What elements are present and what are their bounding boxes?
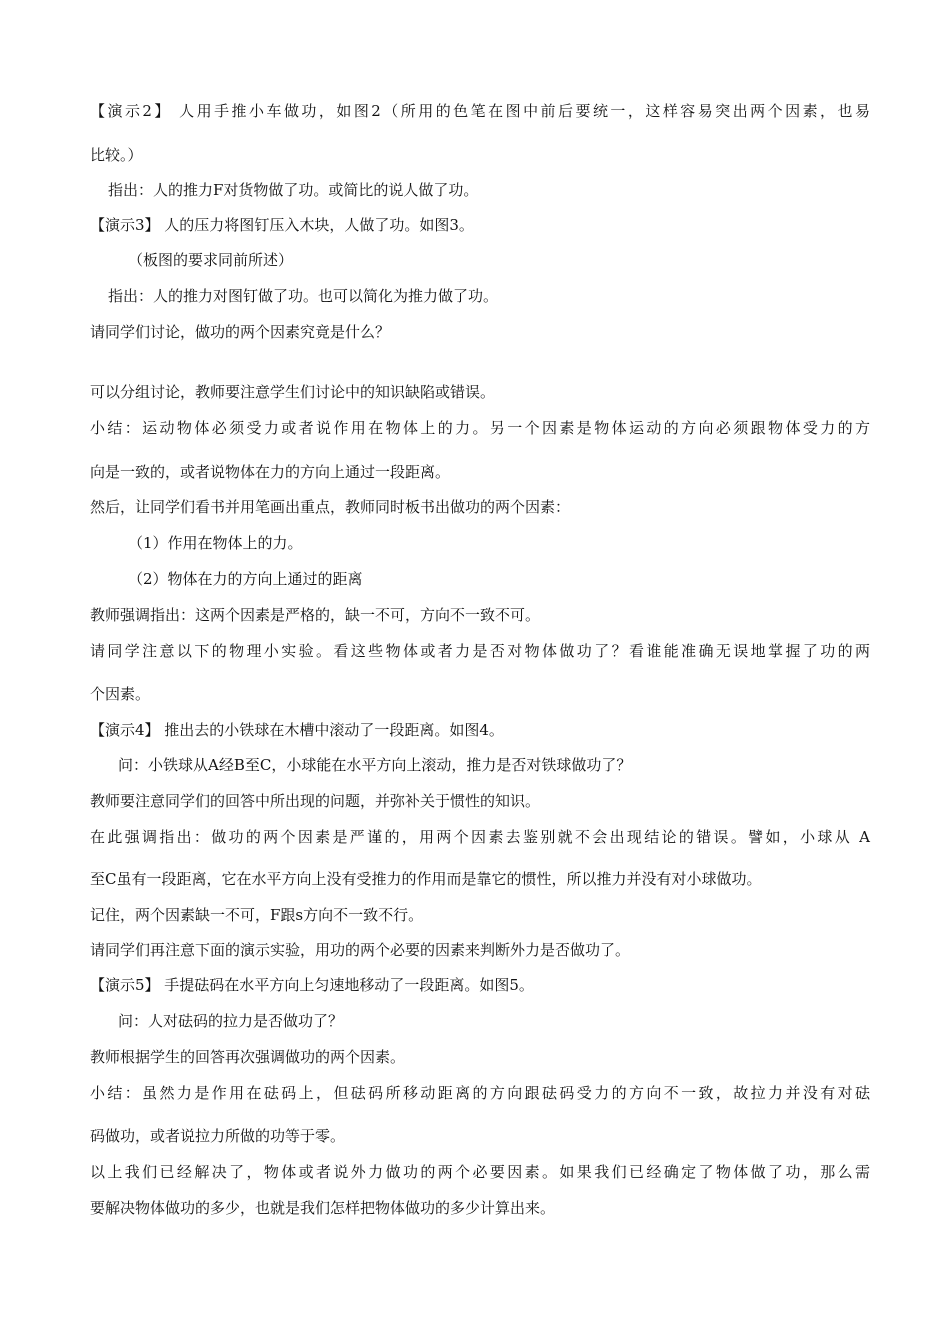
experiment-intro-2: 个因素。 (90, 685, 151, 703)
demo4-line: 【演示4】 推出去的小铁球在木槽中滚动了一段距离。如图4。 (90, 721, 504, 739)
demo2-line-1: 【演示2】 人用手推小车做功，如图2（所用的色笔在图中前后要统一，这样容易突出两个因素，也易 (90, 102, 870, 120)
demo2-point: 指出：人的推力F对货物做了功。或简比的说人做了功。 (108, 181, 479, 199)
emphasis-line-2: 至C虽有一段距离，它在水平方向上没有受推力的作用而是靠它的惯性，所以推力并没有对小球做功。 (90, 870, 762, 888)
emphasis-line-1: 在此强调指出：做功的两个因素是严谨的，用两个因素去鉴别就不会出现结论的错误。譬如，小球从 A (90, 828, 870, 846)
demo3-line: 【演示3】 人的压力将图钉压入木块，人做了功。如图3。 (90, 216, 474, 234)
experiment-intro-1: 请同学注意以下的物理小实验。看这些物体或者力是否对物体做功了？看谁能准确无误地掌握了功的两 (90, 642, 870, 660)
discussion-note: 可以分组讨论，教师要注意学生们讨论中的知识缺陷或错误。 (90, 383, 496, 401)
summary-line-1: 小结：运动物体必须受力或者说作用在物体上的力。另一个因素是物体运动的方向必须跟物体受力的方 (90, 419, 870, 437)
summary2-line-2: 码做功，或者说拉力所做的功等于零。 (90, 1127, 346, 1145)
factor-2: （2）物体在力的方向上通过的距离 (128, 570, 363, 588)
demo5-intro: 请同学们再注意下面的演示实验，用功的两个必要的因素来判断外力是否做功了。 (90, 941, 631, 959)
demo4-question: 问：小铁球从A经B至C，小球能在水平方向上滚动，推力是否对铁球做功了？ (118, 756, 632, 774)
demo3-point: 指出：人的推力对图钉做了功。也可以简化为推力做了功。 (108, 287, 499, 305)
discussion-question: 请同学们讨论，做功的两个因素究竟是什么？ (90, 323, 391, 341)
teacher-emphasis: 教师强调指出：这两个因素是严格的，缺一不可，方向不一致不可。 (90, 606, 541, 624)
conclusion-line-2: 要解决物体做功的多少，也就是我们怎样把物体做功的多少计算出来。 (90, 1199, 556, 1217)
blackboard-intro: 然后，让同学们看书并用笔画出重点，教师同时板书出做功的两个因素： (90, 498, 571, 516)
conclusion-line-1: 以上我们已经解决了，物体或者说外力做功的两个必要因素。如果我们已经确定了物体做了功，那么需 (90, 1163, 870, 1181)
demo5-teacher-note: 教师根据学生的回答再次强调做功的两个因素。 (90, 1048, 406, 1066)
demo3-note: （板图的要求同前所述） (128, 251, 294, 269)
demo5-line: 【演示5】 手提砝码在水平方向上匀速地移动了一段距离。如图5。 (90, 976, 534, 994)
demo4-teacher-note: 教师要注意同学们的回答中所出现的问题，并弥补关于惯性的知识。 (90, 792, 541, 810)
remember-line: 记住，两个因素缺一不可，F跟s方向不一致不行。 (90, 906, 424, 924)
demo5-question: 问：人对砝码的拉力是否做功了？ (118, 1012, 344, 1030)
summary2-line-1: 小结：虽然力是作用在砝码上，但砝码所移动距离的方向跟砝码受力的方向不一致，故拉力并没有对砝 (90, 1084, 870, 1102)
demo2-line-2: 比较。） (90, 146, 143, 164)
summary-line-2: 向是一致的，或者说物体在力的方向上通过一段距离。 (90, 463, 451, 481)
factor-1: （1）作用在物体上的力。 (128, 534, 303, 552)
